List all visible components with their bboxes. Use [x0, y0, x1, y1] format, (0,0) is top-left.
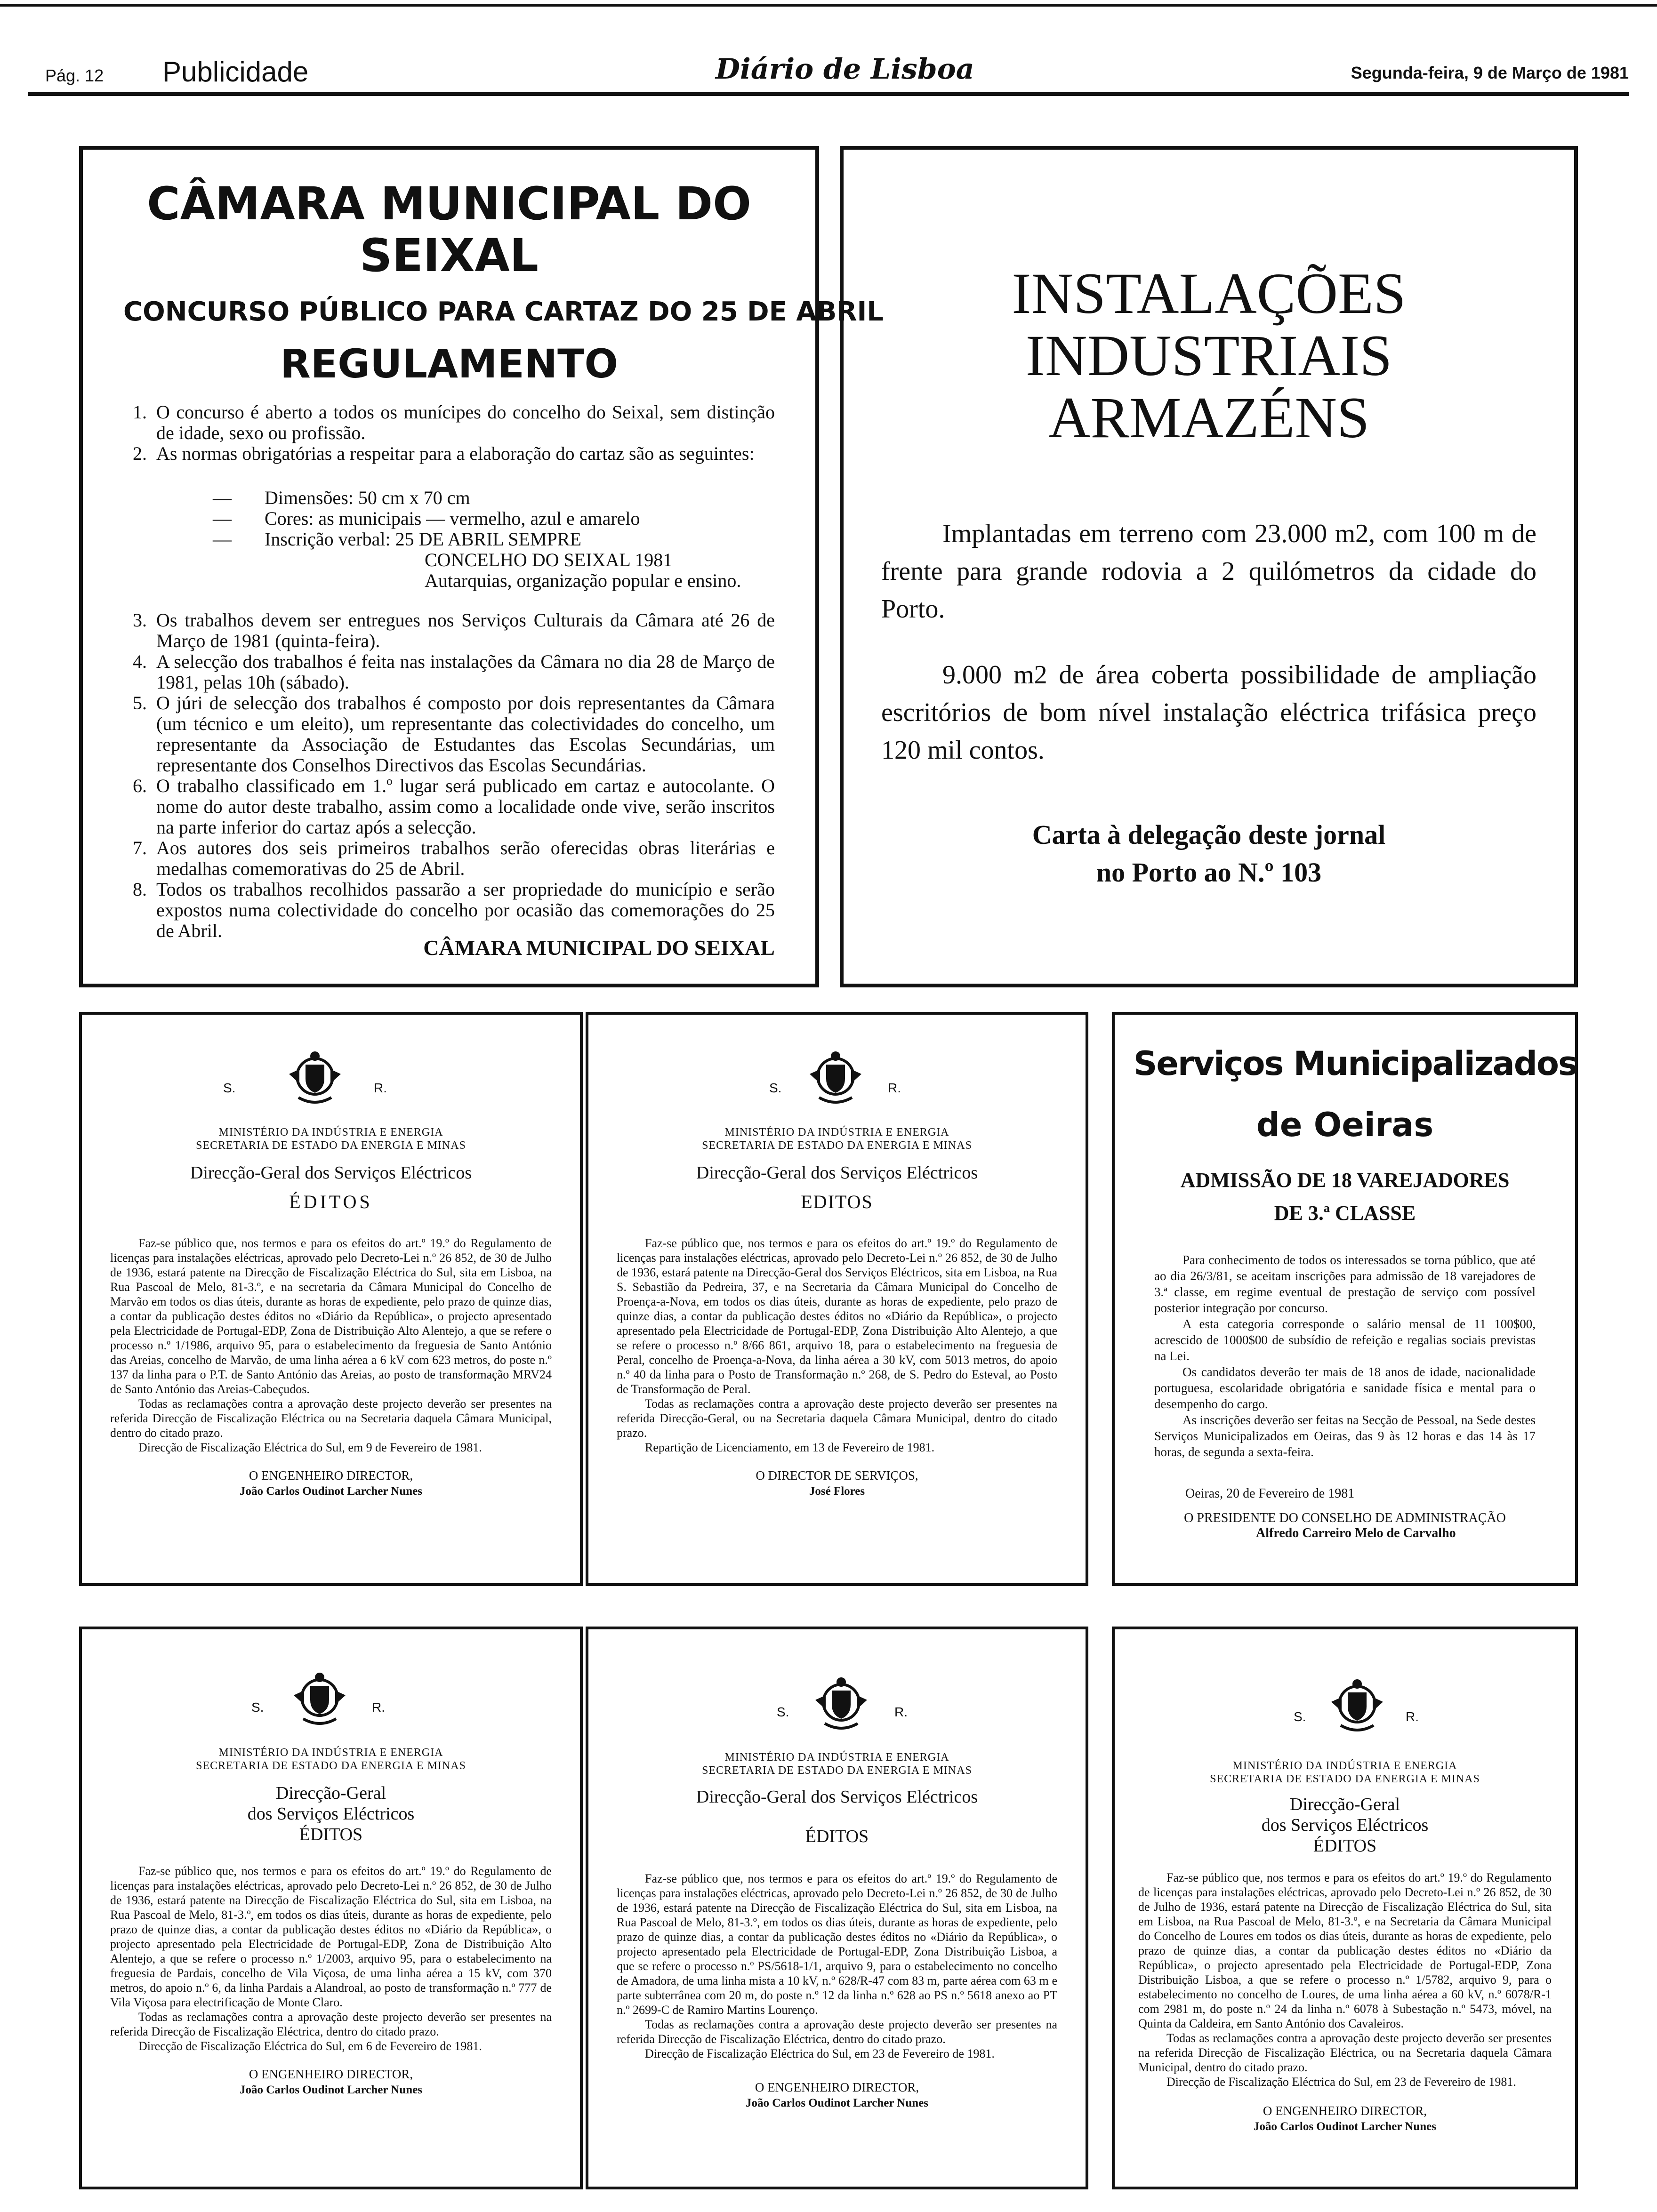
edital-body [110, 1236, 552, 1455]
oeiras-title-1: Serviços Municipalizados [1134, 1044, 1577, 1083]
industrial-contact-2: no Porto ao N.º 103 [1096, 857, 1322, 888]
directorate: Direcção-Geral dos Serviços Eléctricos [696, 1163, 978, 1183]
secretary: SECRETARIA DE ESTADO DA ENERGIA E MINAS [702, 1764, 972, 1777]
directorate-line-2: dos Serviços Eléctricos [1261, 1815, 1429, 1835]
oeiras-para: Os candidatos deverão ter mais de 18 anos de idade, nacionalidade portuguesa, escolaridade obrigatória e sanidade física e mental para o desempenho do cargo. [1154, 1365, 1536, 1411]
oeiras-sub-2: DE 3.ª CLASSE [1274, 1202, 1416, 1225]
oeiras-signatory: Alfredo Carreiro Melo de Carvalho [1256, 1526, 1456, 1540]
signature-role: O ENGENHEIRO DIRECTOR, [249, 1468, 413, 1483]
oeiras-title-2: de Oeiras [1256, 1106, 1434, 1144]
ministry: MINISTÉRIO DA INDÚSTRIA E ENERGIA [724, 1126, 949, 1138]
directorate-line-1: Direcção-Geral [1289, 1795, 1400, 1814]
edital-para: Direcção de Fiscalização Eléctrica do Sul, em 9 de Fevereiro de 1981. [138, 1441, 482, 1454]
signature-name: João Carlos Oudinot Larcher Nunes [239, 1485, 422, 1498]
signature-role: O ENGENHEIRO DIRECTOR, [1263, 2104, 1427, 2118]
coat-of-arms-icon [284, 1046, 346, 1107]
oeiras-para: As inscrições deverão ser feitas na Secção de Pessoal, na Sede destes Serviços Municipalizados em Oeiras, das 9 às 12 horas e das 14 às 17 horas, de segunda a sexta-feira. [1154, 1413, 1536, 1459]
coat-of-arms-icon [805, 1046, 866, 1107]
edital-marvao [79, 1012, 583, 1586]
seixal-subtitle: CONCURSO PÚBLICO PARA CARTAZ DO 25 DE ABRIL [123, 297, 884, 327]
page-number: Pág. 12 [45, 66, 104, 85]
masthead-logo: Diário de Lisboa [716, 53, 974, 86]
editos-title: EDITOS [801, 1191, 873, 1212]
coat-of-arms-icon [811, 1672, 872, 1733]
seixal-signature: CÂMARA MUNICIPAL DO SEIXAL [423, 936, 775, 960]
issue-date: Segunda-feira, 9 de Março de 1981 [1351, 63, 1629, 82]
edital-para: Faz-se público que, nos termos e para os efeitos do art.º 19.º do Regulamento de licenças para instalações eléctricas, aprovado pelo Decreto-Lei n.º 26 852, de 30 de Julho de 1936, estará patente na Direcção de Fiscalização Eléctrica do Sul, sita em Lisboa, na Rua Pascoal de Melo, 81-3.º, em todos os dias úteis, durante as horas de expediente, pelo prazo de quinze dias, a contar da publicação destes éditos no «Diário da República», o projecto apresentado pela Electricidade de Portugal-EDP, Zona de Distribuição Alto Alentejo, a que se refere o processo n.º 1/2003, arquivo 95, para o estabelecimento na freguesia de Pardais, concelho de Vila Viçosa, de uma linha aérea a 15 kV, com 370 metros, do apoio n.º 6, da linha Pardais a Alandroal, ao posto de transformação n.º 777 de Vila Viçosa para electrificação de Monte Claro. [110, 1864, 552, 2009]
spec-inscription: — Inscrição verbal: 25 DE ABRIL SEMPRE [213, 529, 581, 550]
editos-title: ÉDITOS [299, 1825, 363, 1844]
edital-para: Faz-se público que, nos termos e para os efeitos do art.º 19.º do Regulamento de licenças para instalações eléctricas, aprovado pelo Decreto-Lei n.º 26 852, de 30 de Julho de 1936, estará patente na Direcção-Geral dos Serviços Eléctricos, sita em Lisboa, na Rua S. Sebastião da Pedreira, 37, e na Secretaria da Câmara Municipal do Concelho de Proença-a-Nova, em todos os dias úteis, durante as horas de expediente, pelo prazo de quinze dias, a contar da publicação destes éditos no «Diário da República», o projecto apresentado pela Electricidade de Portugal-EDP, Zona Distribuição Alto Alentejo, a que se refere o processo n.º 8/66 861, arquivo 18, para o estabelecimento na freguesia de Peral, concelho de Proença-a-Nova, da linha aérea a 30 kV, com 5013 metros, do apoio n.º 40 da linha para o Posto de Transformação n.º 268, de S. Pedro do Esteval, ao Posto de Transformação de Peral. [617, 1236, 1057, 1396]
edital-para: Todas as reclamações contra a aprovação deste projecto deverão ser presentes na referida Direcção de Fiscalização Eléctrica, dentro do citado prazo. [110, 2010, 552, 2038]
signature-role: O ENGENHEIRO DIRECTOR, [755, 2080, 919, 2094]
seal-r-label: R. [888, 1081, 901, 1095]
directorate: Direcção-Geral dos Serviços Eléctricos [190, 1163, 472, 1183]
seixal-title: CÂMARA MUNICIPAL DO SEIXAL [147, 177, 751, 282]
directorate: Direcção-Geral dos Serviços Eléctricos [696, 1787, 978, 1807]
rule-1: 1. O concurso é aberto a todos os munícipes do concelho do Seixal, sem distinção de idade, sexo ou profissão. [133, 401, 775, 443]
edital-para: Todas as reclamações contra a aprovação deste projecto deverão ser presentes na referida Direcção de Fiscalização Eléctrica, ou na Secretaria daquela Câmara Municipal, dentro do citado prazo. [1138, 2031, 1552, 2074]
seal-r-label: R. [374, 1081, 387, 1095]
spec-colors: — Cores: as municipais — vermelho, azul e amarelo [213, 508, 640, 529]
seal-s-label: S. [1294, 1709, 1306, 1724]
edital-para: Faz-se público que, nos termos e para os efeitos do art.º 19.º do Regulamento de licenças para instalações eléctricas, aprovado pelo Decreto-Lei n.º 26 852, de 30 de Julho de 1936, estará patente na Direcção de Fiscalização Eléctrica do Sul, sita em Lisboa, na Rua Pascoal de Melo, 81-3.º, e na secretaria da Câmara Municipal do Concelho de Marvão em todos os dias úteis, durante as horas de expediente, pelo prazo de quinze dias, a contar da publicação destes éditos no «Diário da República», o projecto apresentado pela Electricidade de Portugal-EDP, Zona de Distribuição Alto Alentejo, a que se refere o processo n.º 1/1986, arquivo 95, para o estabelecimento da freguesia de Santo António das Areias, concelho de Marvão, de uma linha aérea a 6 kV com 623 metros, do poste n.º 137 da linha para o P.T. de Santo António das Areias, ao posto de transformação MRV24 de Santo António das Areias-Cabeçudos. [110, 1236, 552, 1396]
seal-r-label: R. [894, 1705, 908, 1719]
rule-7: 7. Aos autores dos seis primeiros trabalhos serão oferecidas obras literárias e medalhas comemorativas do 25 de Abril. [133, 837, 775, 879]
rule-2: 2. As normas obrigatórias a respeitar para a elaboração do cartaz são as seguintes: [133, 443, 755, 464]
edital-para: Faz-se público que, nos termos e para os efeitos do art.º 19.º do Regulamento de licenças para instalações eléctricas, aprovado pelo Decreto-Lei n.º 26 852, de 30 de Julho de 1936, estará patente na Direcção de Fiscalização Eléctrica do Sul, sita em Lisboa, na Rua Pascoal de Melo, 81-3.º, e na Secretaria da Câmara Municipal do Concelho de Loures em todos os dias úteis, durante as horas de expediente, pelo prazo de quinze dias, a contar da publicação destes éditos no «Diário da República», o projecto apresentado pela Electricidade de Portugal-EDP, Zona Distribuição Lisboa, a que se refere o processo n.º 1/5782, arquivo 9, para o estabelecimento no concelho de Loures, de uma linha aérea a 60 kV, n.º 6078/R-1 com 2981 m, do poste n.º 24 da linha n.º 6078 à Subestação n.º 5473, móvel, na Quinta da Caldeira, em Santo António dos Cavaleiros. [1138, 1871, 1552, 2030]
industrial-title-1: INSTALAÇÕES [1012, 261, 1406, 326]
edital-body [617, 1871, 1057, 2061]
industrial-contact-1: Carta à delegação deste jornal [1032, 819, 1386, 850]
signature-name: José Flores [809, 1485, 865, 1498]
spec-inscription-line2: CONCELHO DO SEIXAL 1981 [425, 549, 673, 570]
seixal-rules-a [123, 402, 775, 464]
edital-amadora [586, 1627, 1088, 2189]
edital-para: Repartição de Licenciamento, em 13 de Fevereiro de 1981. [645, 1441, 935, 1454]
oeiras-body [1154, 1252, 1536, 1460]
secretary: SECRETARIA DE ESTADO DA ENERGIA E MINAS [702, 1139, 972, 1152]
seixal-ad [79, 146, 884, 987]
oeiras-para: Para conhecimento de todos os interessados se torna público, que até ao dia 26/3/81, se aceitam inscrições para admissão de 18 varejadores de 3.ª classe, em regime eventual de prestação de serviço com possível posterior integração por concurso. [1154, 1253, 1536, 1315]
header-rule [28, 92, 1629, 96]
coat-of-arms-icon [1327, 1674, 1388, 1735]
seal-s-label: S. [223, 1081, 236, 1095]
rule-8: 8. Todos os trabalhos recolhidos passarão a ser propriedade do município e serão expostos numa colectividade do concelho por ocasião das comemorações do 25 de Abril. [133, 879, 775, 941]
edital-para: Direcção de Fiscalização Eléctrica do Sul, em 6 de Fevereiro de 1981. [138, 2039, 482, 2053]
oeiras-place-date: Oeiras, 20 de Fevereiro de 1981 [1185, 1486, 1355, 1501]
seal-s-label: S. [769, 1081, 782, 1095]
rule-5: 5. O júri de selecção dos trabalhos é composto por dois representantes da Câmara (um técnico e um eleito), um representante das colectividades do concelho, um representante da Associação de Estudantes das Escolas Secundárias, um representante dos Conselhos Directivos das Escolas Secundárias. [133, 692, 775, 776]
edital-para: Todas as reclamações contra a aprovação deste projecto deverão ser presentes na referida Direcção de Fiscalização Eléctrica ou na Secretaria daquela Câmara Municipal, dentro do citado prazo. [110, 1397, 552, 1440]
industrial-title-2: INDUSTRIAIS [1025, 323, 1392, 388]
section-title: Publicidade [162, 56, 309, 88]
industrial-para-1: Implantadas em terreno com 23.000 m2, com 100 m de frente para grande rodovia a 2 quilómetros da cidade do Porto. [881, 519, 1536, 624]
ministry: MINISTÉRIO DA INDÚSTRIA E ENERGIA [1232, 1760, 1457, 1772]
secretary: SECRETARIA DE ESTADO DA ENERGIA E MINAS [1210, 1773, 1480, 1785]
signature-role: O ENGENHEIRO DIRECTOR, [249, 2067, 413, 2081]
edital-para: Todas as reclamações contra a aprovação deste projecto deverão ser presentes na referida Direcção-Geral, ou na Secretaria daquela Câmara Municipal, dentro do citado prazo. [617, 1397, 1057, 1440]
seal-r-label: R. [1406, 1709, 1419, 1724]
editos-title: ÉDITOS [1313, 1836, 1377, 1856]
seal-s-label: S. [251, 1700, 264, 1715]
directorate-line-2: dos Serviços Eléctricos [247, 1804, 415, 1824]
seal-r-label: R. [372, 1700, 385, 1715]
rule-3: 3. Os trabalhos devem ser entregues nos Serviços Culturais da Câmara até 26 de Março de 1981 (quinta-feira). [133, 609, 775, 651]
secretary: SECRETARIA DE ESTADO DA ENERGIA E MINAS [196, 1760, 466, 1772]
spec-inscription-line3: Autarquias, organização popular e ensino. [425, 570, 741, 591]
edital-vila-vicosa [79, 1627, 583, 2189]
editos-title: ÉDITOS [289, 1191, 373, 1212]
signature-role: O DIRECTOR DE SERVIÇOS, [756, 1468, 918, 1483]
ministry: MINISTÉRIO DA INDÚSTRIA E ENERGIA [724, 1751, 949, 1763]
rule-6: 6. O trabalho classificado em 1.º lugar será publicado em cartaz e autocolante. O nome do autor deste trabalho, assim como a localidade onde vive, serão inscritos na parte inferior do cartaz após a selecção. [133, 775, 775, 838]
edital-para: Direcção de Fiscalização Eléctrica do Sul, em 23 de Fevereiro de 1981. [1166, 2075, 1516, 2089]
coat-of-arms-icon [289, 1667, 350, 1728]
industrial-para-2: 9.000 m2 de área coberta possibilidade de ampliação escritórios de bom nível instalação eléctrica trifásica preço 120 mil contos. [881, 660, 1536, 765]
industrial-title-3: ARMAZÉNS [1048, 385, 1370, 450]
edital-proenca [586, 1012, 1088, 1586]
industrial-ad [840, 146, 1578, 987]
secretary: SECRETARIA DE ESTADO DA ENERGIA E MINAS [196, 1139, 466, 1152]
edital-para: Direcção de Fiscalização Eléctrica do Sul, em 23 de Fevereiro de 1981. [645, 2047, 995, 2060]
edital-body [1138, 1870, 1552, 2089]
ministry: MINISTÉRIO DA INDÚSTRIA E ENERGIA [218, 1747, 443, 1759]
seixal-rules-b [123, 610, 775, 941]
ministry: MINISTÉRIO DA INDÚSTRIA E ENERGIA [218, 1126, 443, 1138]
edital-body [617, 1236, 1057, 1455]
top-border [0, 4, 1657, 7]
directorate-line-1: Direcção-Geral [275, 1783, 386, 1803]
spec-dimensions: — Dimensões: 50 cm x 70 cm [213, 487, 470, 508]
oeiras-role: O PRESIDENTE DO CONSELHO DE ADMINISTRAÇÃO [1184, 1511, 1506, 1525]
edital-para: Faz-se público que, nos termos e para os efeitos do art.º 19.º do Regulamento de licenças para instalações eléctricas, aprovado pelo Decreto-Lei n.º 26 852, de 30 de Julho de 1936, estará patente na Direcção de Fiscalização Eléctrica do Sul, sita em Lisboa, na Rua Pascoal de Melo, 81-3.º, em todos os dias úteis, durante as horas de expediente, pelo prazo de quinze dias, a contar da publicação destes éditos no «Diário da República», o projecto apresentado pela Electricidade de Portugal-EDP, Zona Distribuição Lisboa, a que se refere o processo n.º PS/5618-1/1, arquivo 9, para o estabelecimento no concelho de Amadora, de uma linha mista a 10 kV, n.º 628/R-47 com 83 m, parte aérea com 63 m e parte subterrânea com 20 m, do poste n.º 12 da linha n.º 628 ao PS n.º 5618 anexo ao PT n.º 2699-C de Ramiro Martins Lourenço. [617, 1872, 1057, 2017]
seal-s-label: S. [777, 1705, 789, 1719]
edital-para: Todas as reclamações contra a aprovação deste projecto deverão ser presentes na referida Direcção de Fiscalização Eléctrica, dentro do citado prazo. [617, 2018, 1057, 2046]
seixal-specs [123, 488, 775, 591]
oeiras-ad [1112, 1012, 1578, 1586]
edital-body [110, 1864, 552, 2053]
signature-name: João Carlos Oudinot Larcher Nunes [239, 2084, 422, 2096]
oeiras-sub-1: ADMISSÃO DE 18 VAREJADORES [1180, 1169, 1510, 1192]
editos-title: ÉDITOS [805, 1827, 869, 1846]
rule-4: 4. A selecção dos trabalhos é feita nas instalações da Câmara no dia 28 de Março de 1981, pelas 10h (sábado). [133, 651, 775, 693]
signature-name: João Carlos Oudinot Larcher Nunes [745, 2097, 928, 2109]
oeiras-para: A esta categoria corresponde o salário mensal de 11 100$00, acrescido de 1000$00 de subsídio de refeição e regalias sociais previstas na Lei. [1154, 1317, 1536, 1363]
edital-loures [1112, 1627, 1578, 2189]
signature-name: João Carlos Oudinot Larcher Nunes [1253, 2120, 1436, 2133]
seixal-heading: REGULAMENTO [280, 341, 618, 387]
